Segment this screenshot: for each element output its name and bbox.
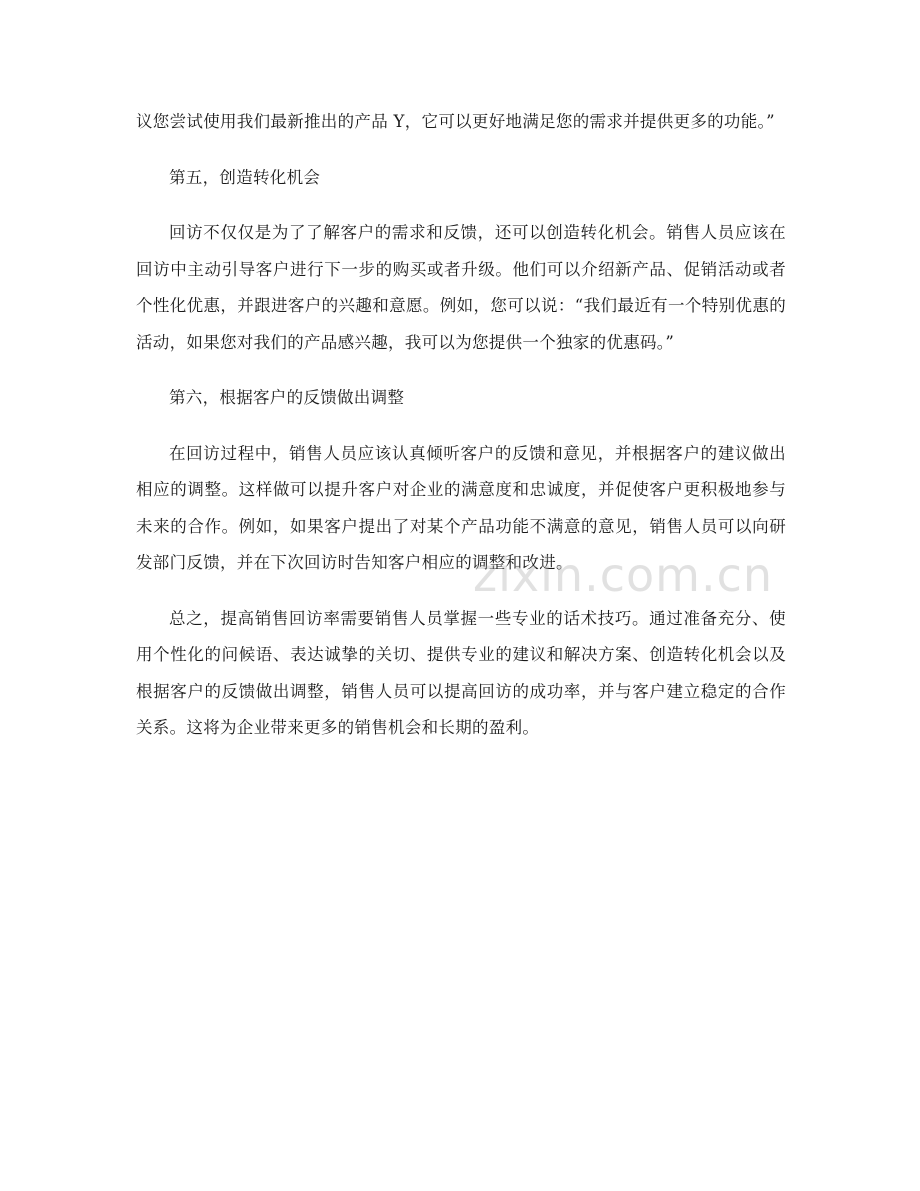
paragraph-conversion: 回访不仅仅是为了了解客户的需求和反馈，还可以创造转化机会。销售人员应该在回访中主动引导客户进行下一步的购买或者升级。他们可以介绍新产品、促销活动或者个性化优惠，并跟进客户的兴趣和意愿。例如，您可以说：“我们最近有一个特别优惠的活动，如果您对我们的产品感兴趣，我可以为您提供一个独家的优惠码。”: [136, 223, 786, 352]
watermark: zixin.com.cn: [473, 548, 774, 602]
paragraph-summary: 总之，提高销售回访率需要销售人员掌握一些专业的话术技巧。通过准备充分、使用个性化的问候语、表达诚挚的关切、提供专业的建议和解决方案、创造转化机会以及根据客户的反馈做出调整，销售人员可以提高回访的成功率，并与客户建立稳定的合作关系。这将为企业带来更多的销售机会和长期的盈利。: [136, 608, 786, 737]
section-heading-six: 第六，根据客户的反馈做出调整: [169, 388, 405, 407]
document-page: [136, 104, 786, 766]
paragraph-adjustment: 在回访过程中，销售人员应该认真倾听客户的反馈和意见，并根据客户的建议做出相应的调整。这样做可以提升客户对企业的满意度和忠诚度，并促使客户更积极地参与未来的合作。例如，如果客户提出了对某个产品功能不满意的意见，销售人员可以向研发部门反馈，并在下次回访时告知客户相应的调整和改进。: [136, 443, 786, 572]
section-heading-five: 第五，创造转化机会: [169, 167, 321, 187]
paragraph-continuation: 议您尝试使用我们最新推出的产品 Y，它可以更好地满足您的需求并提供更多的功能。”: [136, 112, 775, 131]
